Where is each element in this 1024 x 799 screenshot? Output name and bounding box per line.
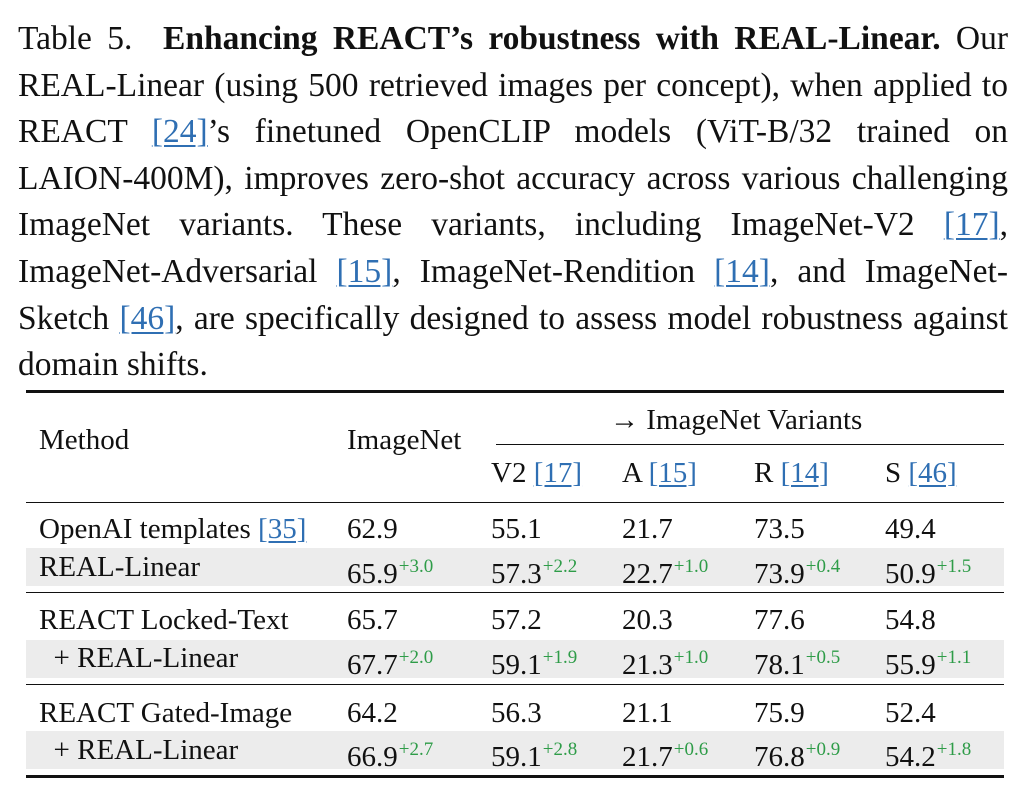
citation-link[interactable]: [46] — [119, 299, 176, 337]
citation-link[interactable]: [15] — [648, 457, 697, 489]
delta-superscript: +0.4 — [805, 556, 841, 577]
delta-superscript: +0.5 — [805, 647, 841, 668]
row-method: REACT Locked-Text — [39, 604, 289, 636]
citation-link[interactable]: [35] — [258, 513, 307, 545]
citation-link[interactable]: [14] — [780, 457, 829, 489]
table-cell — [491, 603, 542, 637]
table-cell — [491, 512, 542, 546]
header-col-r: R [14] — [754, 457, 829, 489]
citation-link[interactable]: [15] — [336, 252, 393, 290]
delta-superscript: +1.5 — [936, 556, 972, 577]
cell-value: 20.3 — [622, 604, 673, 636]
table-cell — [885, 696, 936, 730]
table-cell — [885, 641, 971, 682]
row-method: + REAL-Linear — [39, 642, 239, 674]
table-cell — [347, 696, 398, 730]
table-cell — [885, 550, 971, 591]
table-cell — [754, 603, 805, 637]
table-cell — [347, 550, 433, 591]
delta-superscript: +1.0 — [673, 647, 709, 668]
table-cell — [622, 641, 708, 682]
header-method: Method — [39, 424, 130, 456]
caption-text-2: ’s finetuned OpenCLIP models (ViT-B/32 trained on LAION-400M), improves zero-shot accuracy across various challenging ImageNet variants. These variants, including ImageNet-V2 — [18, 113, 1008, 244]
cell-value: 21.1 — [622, 697, 673, 729]
caption-text-5: , and ImageNet-Sketch — [18, 252, 1008, 337]
cell-value: 52.4 — [885, 697, 936, 729]
cell-value: 73.9 — [754, 558, 805, 590]
table-cell — [754, 733, 840, 774]
header-col-s: S [46] — [885, 457, 957, 489]
cell-value: 59.1 — [491, 649, 542, 681]
caption-text-6: , are specifically designed to assess model robustness against domain shifts. — [18, 299, 1008, 384]
cell-value: 49.4 — [885, 513, 936, 545]
cell-value: 50.9 — [885, 558, 936, 590]
cell-value: 65.9 — [347, 558, 398, 590]
delta-superscript: +1.9 — [542, 647, 578, 668]
caption-text-4: , ImageNet-Rendition — [392, 252, 715, 290]
cell-value: 57.2 — [491, 604, 542, 636]
table-cell — [885, 512, 936, 546]
cell-value: 55.9 — [885, 649, 936, 681]
group-rule-2 — [26, 684, 1004, 685]
cell-value: 76.8 — [754, 741, 805, 773]
delta-superscript: +2.7 — [398, 739, 434, 760]
cell-value: 54.8 — [885, 604, 936, 636]
variants-rule — [496, 444, 1004, 445]
citation-link[interactable]: [46] — [908, 457, 957, 489]
citation-link[interactable]: [14] — [714, 252, 770, 290]
cell-value: 66.9 — [347, 741, 398, 773]
citation-link[interactable]: [17] — [533, 457, 583, 489]
cell-value: 21.3 — [622, 649, 673, 681]
citation-link[interactable]: [17] — [943, 206, 1000, 244]
cell-value: 57.3 — [491, 558, 542, 590]
cell-value: 78.1 — [754, 649, 805, 681]
header-imagenet: ImageNet — [347, 424, 462, 456]
row-method: REACT Gated-Image — [39, 697, 293, 729]
cell-value: 54.2 — [885, 741, 936, 773]
table-cell — [491, 641, 577, 682]
delta-superscript: +0.9 — [805, 739, 841, 760]
table-cell — [754, 512, 805, 546]
delta-superscript: +2.0 — [398, 647, 434, 668]
cell-value: 67.7 — [347, 649, 398, 681]
table-cell — [622, 550, 708, 591]
table-cell — [347, 641, 433, 682]
group-rule-1 — [26, 592, 1004, 593]
header-col-a: A [15] — [622, 457, 697, 489]
header-variants: → ImageNet Variants — [610, 404, 863, 436]
cell-value: 73.5 — [754, 513, 805, 545]
row-method: REAL-Linear — [39, 551, 201, 583]
row-method: + REAL-Linear — [39, 734, 239, 766]
cell-value: 21.7 — [622, 741, 673, 773]
delta-superscript: +1.0 — [673, 556, 709, 577]
table-cell — [622, 603, 673, 637]
table-cell — [622, 696, 673, 730]
cell-value: 65.7 — [347, 604, 398, 636]
caption-label: Table 5. — [18, 20, 133, 57]
table-cell — [885, 733, 971, 774]
table-cell — [754, 641, 840, 682]
delta-superscript: +1.8 — [936, 739, 972, 760]
delta-superscript: +1.1 — [936, 647, 972, 668]
citation-link[interactable]: [24] — [151, 113, 208, 151]
delta-superscript: +0.6 — [673, 739, 709, 760]
table-cell — [885, 603, 936, 637]
table-cell — [491, 733, 577, 774]
cell-value: 77.6 — [754, 604, 805, 636]
table-cell — [754, 696, 805, 730]
row-method: OpenAI templates [35] — [39, 513, 307, 545]
caption-text-1: Our REAL-Linear (using 500 retrieved images per concept), when applied to REACT — [18, 20, 1009, 151]
cell-value: 64.2 — [347, 697, 398, 729]
header-col-v2: V2 [17] — [491, 457, 583, 489]
table-cell — [491, 550, 577, 591]
table-cell — [622, 512, 673, 546]
cell-value: 62.9 — [347, 513, 398, 545]
cell-value: 22.7 — [622, 558, 673, 590]
top-rule — [26, 390, 1004, 393]
table-cell — [491, 696, 542, 730]
caption-title: Enhancing REACT’s robustness with REAL-Linear. — [162, 20, 941, 57]
delta-superscript: +2.8 — [542, 739, 578, 760]
cell-value: 56.3 — [491, 697, 542, 729]
caption-text-3: , ImageNet-Adversarial — [18, 206, 1008, 290]
cell-value: 75.9 — [754, 697, 805, 729]
delta-superscript: +3.0 — [398, 556, 434, 577]
table-cell — [754, 550, 840, 591]
table-cell — [347, 603, 398, 637]
table-cell — [622, 733, 708, 774]
cell-value: 55.1 — [491, 513, 542, 545]
delta-superscript: +2.2 — [542, 556, 578, 577]
table-cell — [347, 733, 433, 774]
table-caption — [18, 16, 1008, 389]
table-cell — [347, 512, 398, 546]
header-rule — [26, 502, 1004, 503]
cell-value: 59.1 — [491, 741, 542, 773]
cell-value: 21.7 — [622, 513, 673, 545]
bottom-rule — [26, 775, 1004, 778]
